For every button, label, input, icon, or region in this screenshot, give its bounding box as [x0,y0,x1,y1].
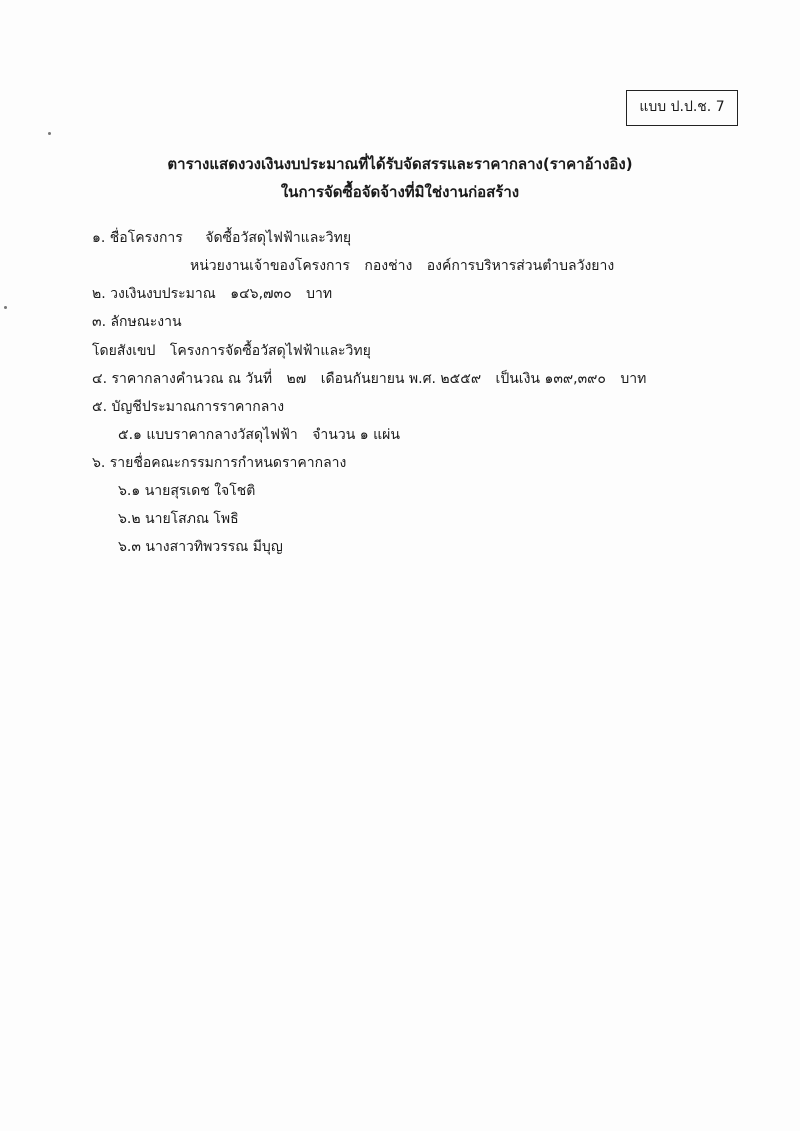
item-3-label: ๓. ลักษณะงาน [92,314,182,330]
member-no: ๖.๒ [118,511,141,527]
item-5-estimate-list [92,397,284,417]
item-5-count: ๑ [359,427,369,443]
item-4-unit: บาท [620,371,647,387]
committee-member [118,537,283,557]
committee-member [118,481,255,501]
summary-label: โดยสังเขป [92,343,156,359]
item-2-amount: ๑๔๖,๗๓๐ [230,286,292,302]
summary-value: โครงการจัดซื้อวัสดุไฟฟ้าและวิทยุ [169,343,371,359]
item-2-label: ๒. วงเงินงบประมาณ [92,286,216,302]
committee-member [118,509,239,529]
item-1-value: จัดซื้อวัสดุไฟฟ้าและวิทยุ [205,230,352,246]
item-2-unit: บาท [306,286,333,302]
form-code: แบบ ป.ป.ช. 7 [639,99,725,115]
item-4-amount: ๑๓๙,๓๙๐ [544,371,606,387]
agency-division: กองช่าง [364,258,413,274]
member-name: นางสาวทิพวรรณ มีบุญ [145,539,283,555]
member-no: ๖.๑ [118,483,141,499]
item-5-sub-label: ๕.๑ แบบราคากลางวัสดุไฟฟ้า [118,427,298,443]
item-5-sub [118,425,400,445]
agency-label: หน่วยงานเจ้าของโครงการ [190,258,350,274]
item-4-amount-label: เป็นเงิน [495,371,540,387]
item-2-budget [92,284,332,304]
item-1-project-name [92,228,351,248]
form-code-box [626,90,738,126]
item-4-day: ๒๗ [286,371,307,387]
member-name: นายโสภณ โพธิ [145,511,239,527]
item-4-year: ๒๕๕๙ [440,371,482,387]
scan-speck [48,132,51,135]
member-no: ๖.๓ [118,539,141,555]
item-4-label: ๔. ราคากลางคำนวณ ณ วันที่ [92,371,273,387]
agency-org: องค์การบริหารส่วนตำบลวังยาง [426,258,615,274]
item-5-count-label: จำนวน [312,427,356,443]
item-6-committee [92,453,346,473]
item-6-label: ๖. รายชื่อคณะกรรมการกำหนดราคากลาง [92,455,347,471]
item-4-median-price [92,369,646,389]
item-1-label: ๑. ชื่อโครงการ [92,230,183,246]
item-5-count-unit: แผ่น [373,427,400,443]
item-5-label: ๕. บัญชีประมาณการราคากลาง [92,399,285,415]
title-line-1: ตารางแสดงวงเงินงบประมาณที่ได้รับจัดสรรและราคากลาง(ราคาอ้างอิง) [167,155,633,173]
member-name: นายสุรเดช ใจโชติ [144,483,256,499]
summary-line [92,341,371,361]
item-1-agency [190,256,614,276]
item-3-work-type [92,312,182,332]
scan-speck [4,306,7,309]
title-line-2: ในการจัดซื้อจัดจ้างที่มิใช่งานก่อสร้าง [280,183,520,201]
item-4-month-year-label: เดือนกันยายน พ.ศ. [320,371,436,387]
